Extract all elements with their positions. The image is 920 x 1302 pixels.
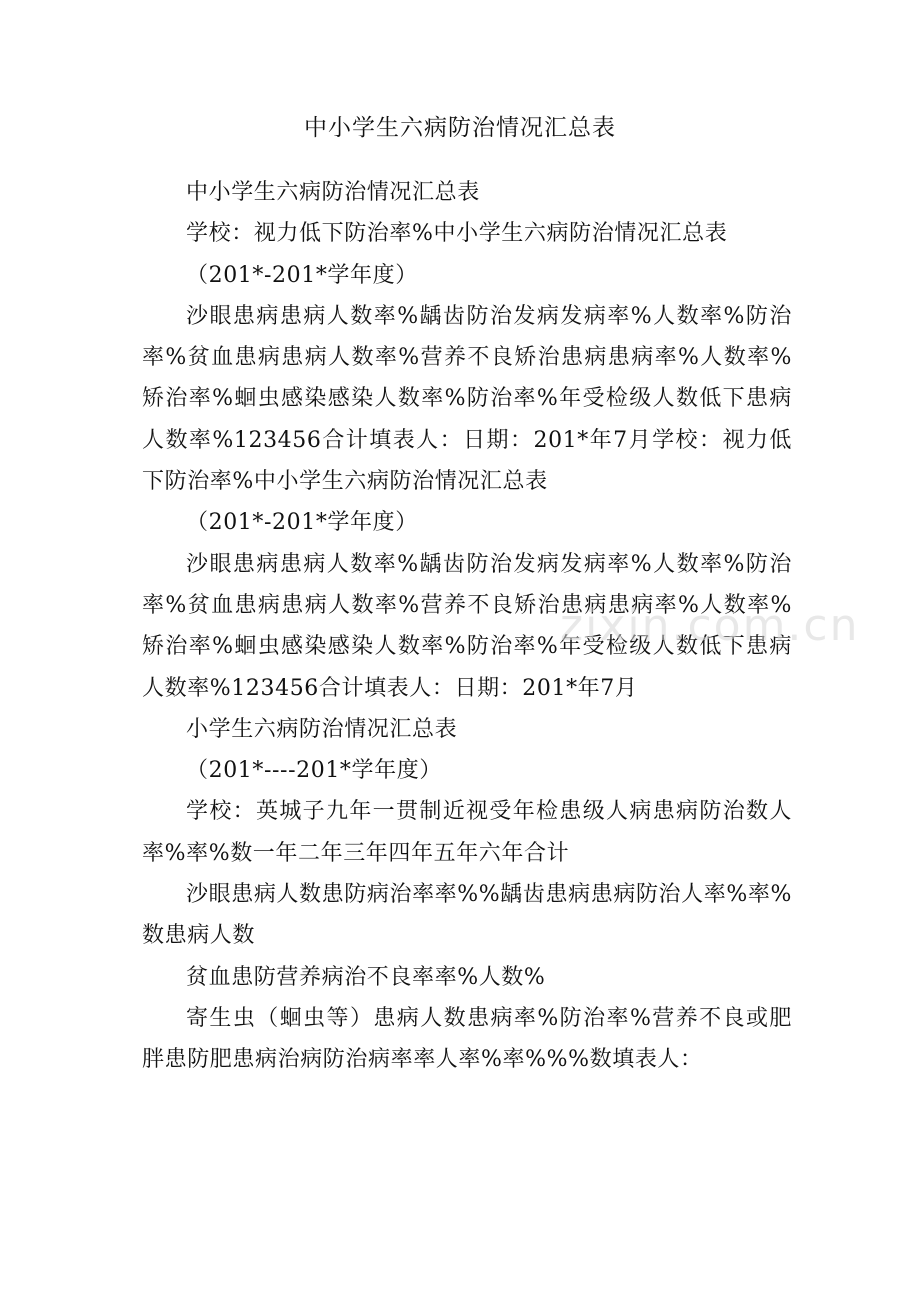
paragraph: 中小学生六病防治情况汇总表: [186, 180, 480, 205]
paragraph: 寄生虫（蛔虫等）患病人数患病率%防治率%营养不良或肥胖患防肥患病治病防治病率率人率%率%%%数填表人：: [142, 1005, 792, 1073]
paragraph: 沙眼患病患病人数率%龋齿防治发病发病率%人数率%防治率%贫血患病患病人数率%营养不良矫治患病患病率%人数率%矫治率%蛔虫感染感染人数率%防治率%年受检级人数低下患病人数率%123456合计填表人：日期：201*年7月: [142, 551, 792, 701]
paragraph: 小学生六病防治情况汇总表: [186, 716, 458, 742]
document-title: 中小学生六病防治情况汇总表: [304, 115, 616, 141]
paragraph: 学校：英城子九年一贯制近视受年检患级人病患病防治数人率%率%数一年二年三年四年五年六年合计: [142, 799, 792, 866]
paragraph: （201*----201*学年度）: [186, 758, 442, 784]
paragraph: 沙眼患病患病人数率%龋齿防治发病发病率%人数率%防治率%贫血患病患病人数率%营养不良矫治患病患病率%人数率%矫治率%蛔虫感染感染人数率%防治率%年受检级人数低下患病人数率%123456合计填表人：日期：201*年7月学校：视力低下防治率%中小学生六病防治情况汇总表: [142, 303, 792, 495]
paragraph: （201*-201*学年度）: [186, 262, 418, 288]
paragraph: （201*-201*学年度）: [186, 510, 418, 536]
watermark: zixin.com.cn: [560, 600, 860, 651]
paragraph: 学校：视力低下防治率%中小学生六病防治情况汇总表: [186, 221, 728, 247]
document-body: [142, 172, 792, 1081]
paragraph: 沙眼患病人数患防病治率率%%龋齿患病患病防治人率%率%数患病人数: [142, 882, 792, 949]
paragraph: 贫血患防营养病治不良率率%人数%: [186, 964, 546, 990]
